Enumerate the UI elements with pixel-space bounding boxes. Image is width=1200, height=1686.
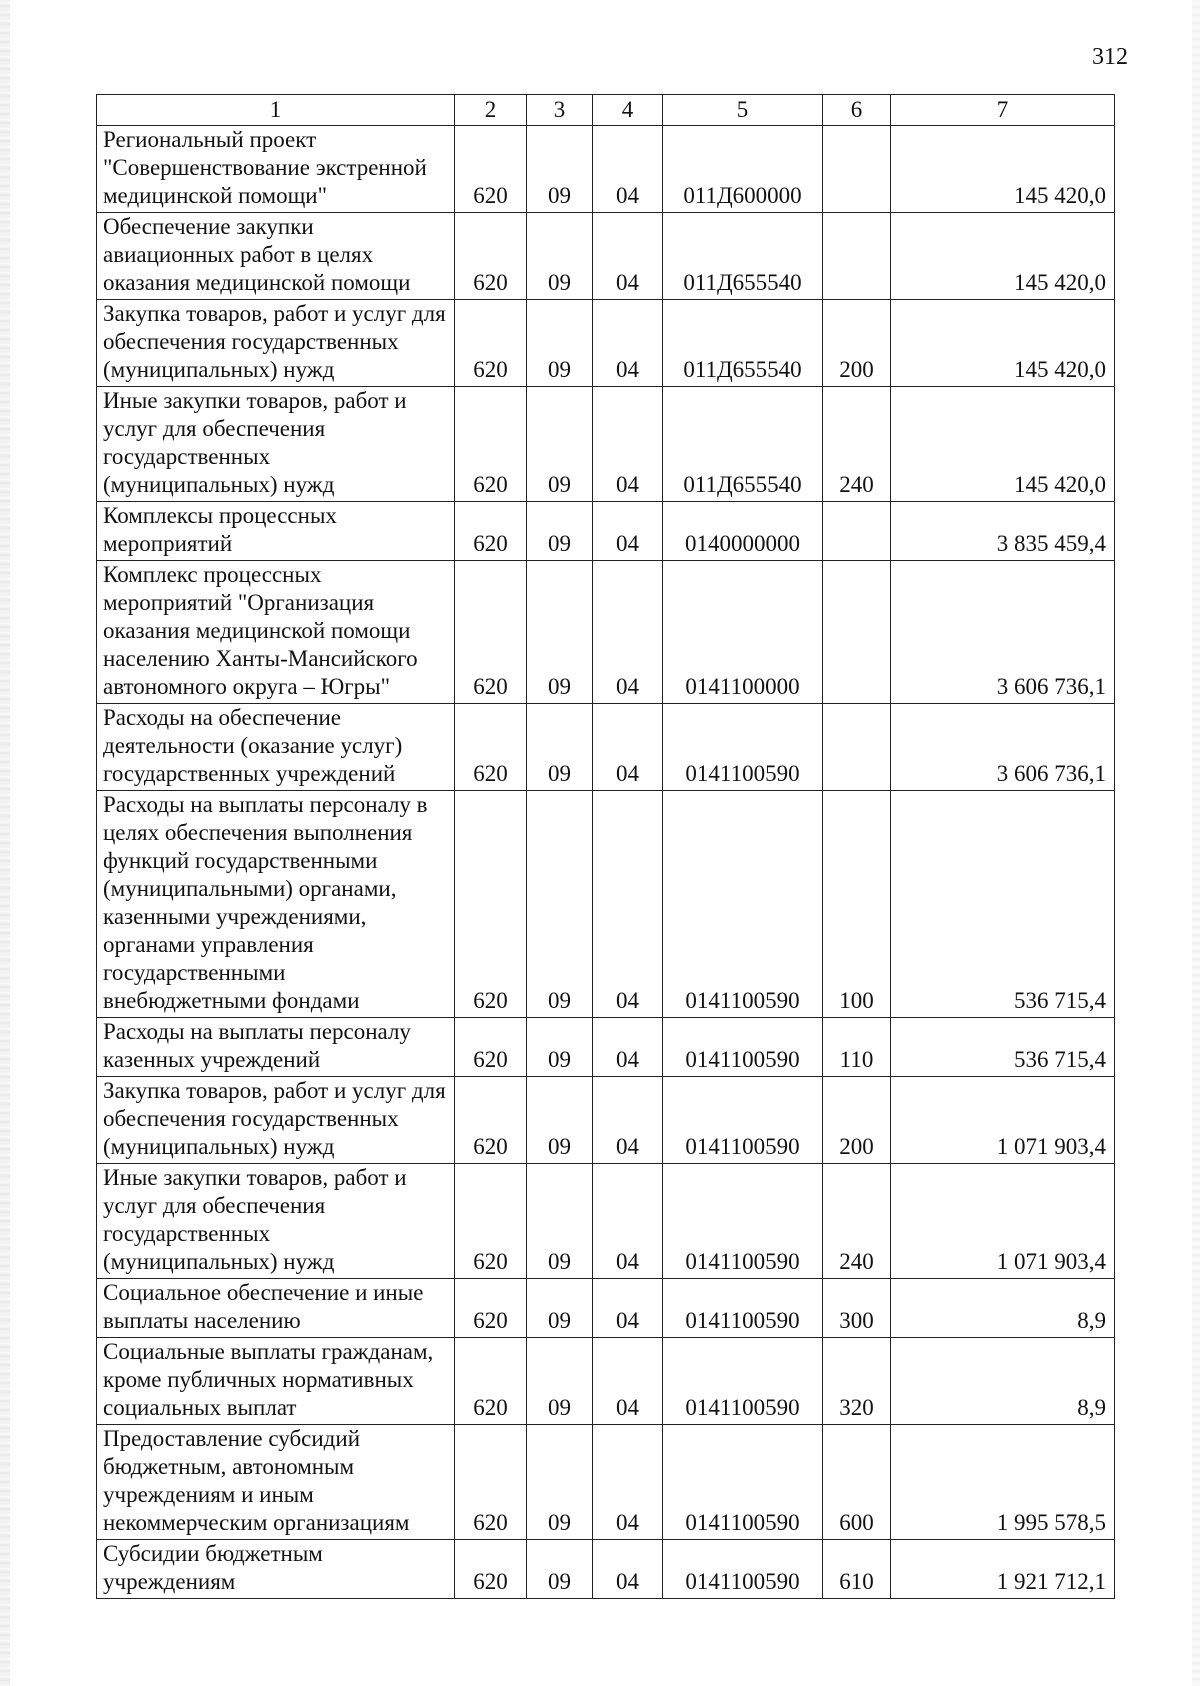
cell-expense-type-code [823,704,891,791]
cell-target-code: 0141100590 [663,704,823,791]
table-row [97,387,1115,502]
cell-name: Комплексы процессных мероприятий [97,502,455,561]
cell-ministry-code: 620 [455,1018,527,1077]
table-row [97,126,1115,213]
cell-target-code: 0141100590 [663,791,823,1018]
cell-expense-type-code: 320 [823,1338,891,1425]
cell-expense-type-code: 200 [823,300,891,387]
cell-amount: 1 071 903,4 [891,1164,1115,1279]
cell-subsection-code: 04 [593,704,663,791]
column-header: 7 [891,95,1115,126]
cell-target-code: 0141100590 [663,1018,823,1077]
cell-ministry-code: 620 [455,502,527,561]
cell-name: Расходы на выплаты персоналу в целях обеспечения выполнения функций государственными (муниципальными) органами, казенными учреждениями, органами управления государственными внебюджетными фондами [97,791,455,1018]
cell-name: Социальное обеспечение и иные выплаты населению [97,1279,455,1338]
cell-section-code: 09 [527,387,593,502]
cell-section-code: 09 [527,502,593,561]
cell-amount: 1 071 903,4 [891,1077,1115,1164]
cell-subsection-code: 04 [593,1338,663,1425]
cell-subsection-code: 04 [593,1018,663,1077]
cell-target-code: 011Д600000 [663,126,823,213]
cell-name: Иные закупки товаров, работ и услуг для обеспечения государственных (муниципальных) нужд [97,1164,455,1279]
cell-amount: 145 420,0 [891,213,1115,300]
column-header: 1 [97,95,455,126]
cell-expense-type-code: 110 [823,1018,891,1077]
scan-edge-left [0,0,10,1686]
cell-ministry-code: 620 [455,126,527,213]
table-row [97,1164,1115,1279]
table-row [97,300,1115,387]
cell-name: Обеспечение закупки авиационных работ в целях оказания медицинской помощи [97,213,455,300]
cell-name: Социальные выплаты гражданам, кроме публичных нормативных социальных выплат [97,1338,455,1425]
page-number: 312 [1092,44,1128,70]
table-row [97,1279,1115,1338]
table-row [97,1338,1115,1425]
cell-ministry-code: 620 [455,1540,527,1599]
cell-name: Расходы на выплаты персоналу казенных учреждений [97,1018,455,1077]
cell-section-code: 09 [527,1338,593,1425]
cell-target-code: 0141100590 [663,1540,823,1599]
table-row [97,213,1115,300]
budget-table [96,94,1115,1599]
column-header: 2 [455,95,527,126]
cell-subsection-code: 04 [593,126,663,213]
column-header: 5 [663,95,823,126]
cell-target-code: 0141100590 [663,1164,823,1279]
cell-ministry-code: 620 [455,1425,527,1540]
cell-section-code: 09 [527,561,593,704]
scan-edge-right [1192,0,1200,1686]
cell-section-code: 09 [527,1425,593,1540]
cell-expense-type-code [823,561,891,704]
cell-target-code: 011Д655540 [663,300,823,387]
cell-ministry-code: 620 [455,1164,527,1279]
cell-expense-type-code: 300 [823,1279,891,1338]
cell-ministry-code: 620 [455,1279,527,1338]
cell-amount: 145 420,0 [891,300,1115,387]
cell-subsection-code: 04 [593,300,663,387]
cell-expense-type-code: 240 [823,387,891,502]
table-row [97,561,1115,704]
cell-name: Предоставление субсидий бюджетным, автономным учреждениям и иным некоммерческим организациям [97,1425,455,1540]
cell-amount: 145 420,0 [891,126,1115,213]
cell-section-code: 09 [527,791,593,1018]
cell-subsection-code: 04 [593,791,663,1018]
cell-name: Закупка товаров, работ и услуг для обеспечения государственных (муниципальных) нужд [97,300,455,387]
cell-name: Расходы на обеспечение деятельности (оказание услуг) государственных учреждений [97,704,455,791]
cell-section-code: 09 [527,704,593,791]
cell-subsection-code: 04 [593,1540,663,1599]
cell-expense-type-code: 240 [823,1164,891,1279]
cell-expense-type-code: 610 [823,1540,891,1599]
cell-amount: 1 995 578,5 [891,1425,1115,1540]
cell-section-code: 09 [527,300,593,387]
cell-target-code: 0141100590 [663,1077,823,1164]
cell-target-code: 0141100000 [663,561,823,704]
cell-ministry-code: 620 [455,387,527,502]
table-row [97,1540,1115,1599]
cell-target-code: 011Д655540 [663,213,823,300]
table-row [97,1425,1115,1540]
table-row [97,791,1115,1018]
cell-amount: 536 715,4 [891,1018,1115,1077]
table-row [97,1018,1115,1077]
cell-target-code: 0141100590 [663,1338,823,1425]
cell-name: Иные закупки товаров, работ и услуг для обеспечения государственных (муниципальных) нужд [97,387,455,502]
cell-subsection-code: 04 [593,1279,663,1338]
cell-section-code: 09 [527,1279,593,1338]
cell-section-code: 09 [527,213,593,300]
cell-section-code: 09 [527,1018,593,1077]
cell-section-code: 09 [527,1077,593,1164]
cell-amount: 536 715,4 [891,791,1115,1018]
header-row [97,95,1115,126]
cell-ministry-code: 620 [455,300,527,387]
cell-target-code: 0140000000 [663,502,823,561]
cell-expense-type-code: 200 [823,1077,891,1164]
cell-ministry-code: 620 [455,561,527,704]
cell-subsection-code: 04 [593,1425,663,1540]
cell-amount: 8,9 [891,1279,1115,1338]
cell-subsection-code: 04 [593,387,663,502]
cell-expense-type-code: 100 [823,791,891,1018]
table-row [97,1077,1115,1164]
cell-section-code: 09 [527,1540,593,1599]
cell-expense-type-code [823,126,891,213]
cell-expense-type-code [823,213,891,300]
column-header: 6 [823,95,891,126]
cell-amount: 3 606 736,1 [891,704,1115,791]
cell-ministry-code: 620 [455,1338,527,1425]
cell-name: Субсидии бюджетным учреждениям [97,1540,455,1599]
column-header: 4 [593,95,663,126]
cell-amount: 1 921 712,1 [891,1540,1115,1599]
cell-expense-type-code [823,502,891,561]
cell-ministry-code: 620 [455,1077,527,1164]
cell-target-code: 011Д655540 [663,387,823,502]
column-header: 3 [527,95,593,126]
cell-amount: 8,9 [891,1338,1115,1425]
cell-subsection-code: 04 [593,502,663,561]
cell-name: Региональный проект "Совершенствование экстренной медицинской помощи" [97,126,455,213]
cell-ministry-code: 620 [455,213,527,300]
cell-ministry-code: 620 [455,791,527,1018]
cell-expense-type-code: 600 [823,1425,891,1540]
cell-subsection-code: 04 [593,213,663,300]
cell-section-code: 09 [527,1164,593,1279]
cell-amount: 3 606 736,1 [891,561,1115,704]
cell-name: Закупка товаров, работ и услуг для обеспечения государственных (муниципальных) нужд [97,1077,455,1164]
table-row [97,502,1115,561]
table-row [97,704,1115,791]
cell-target-code: 0141100590 [663,1425,823,1540]
cell-subsection-code: 04 [593,1164,663,1279]
cell-name: Комплекс процессных мероприятий "Организация оказания медицинской помощи населению Ханты-Мансийского автономного округа – Югры" [97,561,455,704]
cell-subsection-code: 04 [593,1077,663,1164]
cell-amount: 3 835 459,4 [891,502,1115,561]
cell-ministry-code: 620 [455,704,527,791]
cell-subsection-code: 04 [593,561,663,704]
cell-amount: 145 420,0 [891,387,1115,502]
cell-section-code: 09 [527,126,593,213]
cell-target-code: 0141100590 [663,1279,823,1338]
